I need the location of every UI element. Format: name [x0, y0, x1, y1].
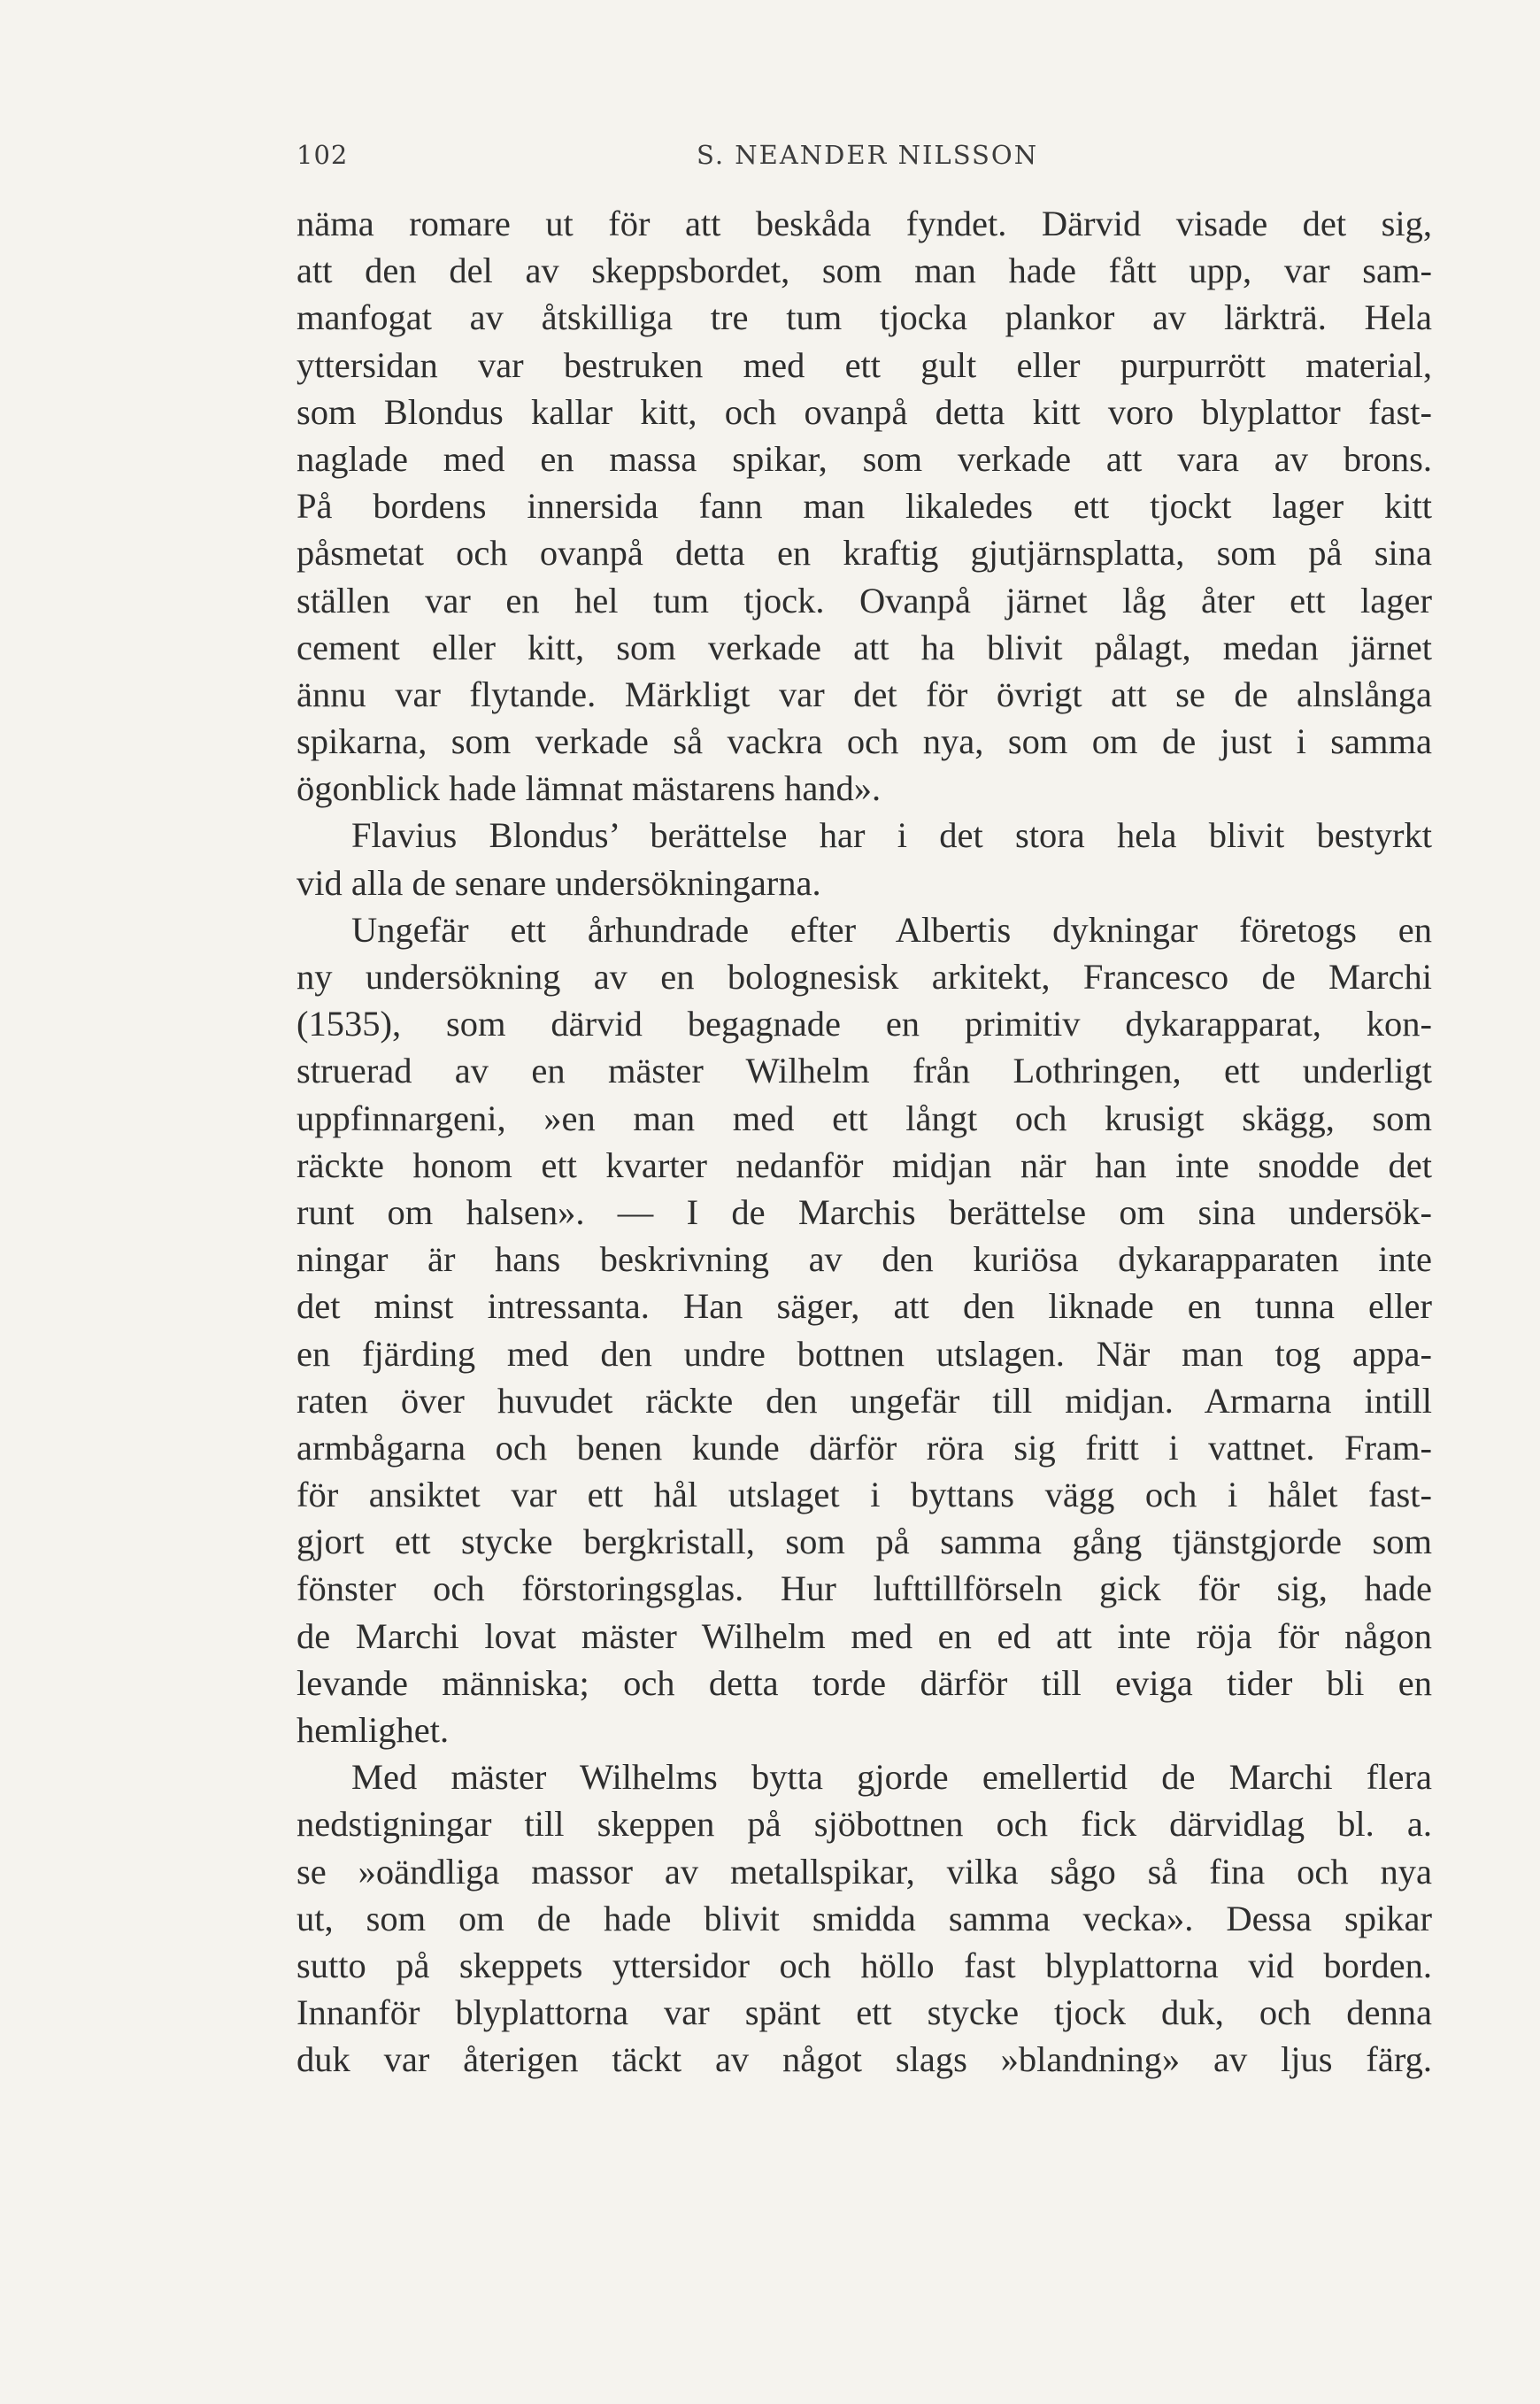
text-line: armbågarna och benen kunde därför röra sig fritt i vattnet. Fram- [296, 1427, 1432, 1468]
running-head [296, 140, 1252, 179]
text-line: en fjärding med den undre bottnen utslagen. När man tog appa- [296, 1333, 1432, 1374]
text-line: struerad av en mäster Wilhelm från Lothringen, ett underligt [296, 1051, 1432, 1091]
text-line: påsmetat och ovanpå detta en kraftig gjutjärnsplatta, som på sina [296, 533, 1432, 574]
text-line: Ungefär ett århundrade efter Albertis dykningar företogs en [351, 909, 1432, 950]
text-line: nedstigningar till skeppen på sjöbottnen och fick därvidlag bl. a. [296, 1804, 1432, 1845]
text-line: naglade med en massa spikar, som verkade att vara av brons. [296, 438, 1432, 479]
text-line: se »oändliga massor av metallspikar, vilka sågo så fina och nya [296, 1851, 1432, 1892]
text-line: vid alla de senare undersökningarna. [296, 862, 821, 903]
text-line: sutto på skeppets yttersidor och höllo fast blyplattorna vid borden. [296, 1945, 1432, 1985]
text-line: Innanför blyplattorna var spänt ett stycke tjock duk, och denna [296, 1992, 1432, 2033]
text-line: ny undersökning av en bolognesisk arkitekt, Francesco de Marchi [296, 957, 1432, 997]
text-line: räckte honom ett kvarter nedanför midjan när han inte snodde det [296, 1144, 1432, 1185]
text-line: ningar är hans beskrivning av den kuriösa dykarapparaten inte [296, 1239, 1432, 1280]
page-number: 102 [296, 140, 349, 170]
text-line: näma romare ut för att beskåda fyndet. Därvid visade det sig, [296, 204, 1432, 243]
text-line: för ansiktet var ett hål utslaget i byttans vägg och i hålet fast- [296, 1475, 1432, 1515]
text-line: fönster och förstoringsglas. Hur lufttillförseln gick för sig, hade [296, 1568, 1432, 1609]
text-line: Flavius Blondus’ berättelse har i det stora hela blivit bestyrkt [351, 815, 1432, 856]
body-text [296, 200, 1432, 2084]
text-line: cement eller kitt, som verkade att ha blivit pålagt, medan järnet [296, 627, 1432, 667]
text-line: duk var återigen täckt av något slags »blandning» av ljus färg. [296, 2039, 1432, 2080]
text-line: ögonblick hade lämnat mästarens hand». [296, 768, 882, 809]
text-line: uppfinnargeni, »en man med ett långt och krusigt skägg, som [296, 1098, 1432, 1138]
text-line: som Blondus kallar kitt, och ovanpå detta kitt voro blyplattor fast- [296, 391, 1432, 432]
text-line: levande människa; och detta torde därför till eviga tider bli en [296, 1662, 1432, 1703]
text-line: manfogat av åtskilliga tre tum tjocka plankor av lärkträ. Hela [296, 297, 1432, 338]
text-line: ännu var flytande. Märkligt var det för övrigt att se de alnslånga [296, 674, 1432, 714]
text-line: ut, som om de hade blivit smidda samma vecka». Dessa spikar [296, 1898, 1432, 1938]
text-line: runt om halsen». — I de Marchis berättelse om sina undersök- [296, 1191, 1432, 1232]
text-line: spikarna, som verkade så vackra och nya, som om de just i samma [296, 721, 1432, 762]
text-line: att den del av skeppsbordet, som man hade fått upp, var sam- [296, 250, 1432, 291]
text-line: ställen var en hel tum tjock. Ovanpå järnet låg åter ett lager [296, 580, 1432, 620]
text-line: På bordens innersida fann man likaledes ett tjockt lager kitt [296, 486, 1432, 527]
text-line: hemlighet. [296, 1710, 450, 1750]
text-line: det minst intressanta. Han säger, att den liknade en tunna eller [296, 1286, 1432, 1327]
text-line: (1535), som därvid begagnade en primitiv dykarapparat, kon- [296, 1004, 1432, 1044]
text-line: yttersidan var bestruken med ett gult eller purpurrött material, [296, 344, 1432, 385]
running-title: S. NEANDER NILSSON [697, 140, 1039, 170]
text-line: raten över huvudet räckte den ungefär till midjan. Armarna intill [296, 1380, 1432, 1421]
text-line: de Marchi lovat mäster Wilhelm med en ed att inte röja för någon [296, 1615, 1432, 1656]
text-line: gjort ett stycke bergkristall, som på samma gång tjänstgjorde som [296, 1522, 1432, 1562]
text-line: Med mäster Wilhelms bytta gjorde emellertid de Marchi flera [351, 1757, 1432, 1798]
